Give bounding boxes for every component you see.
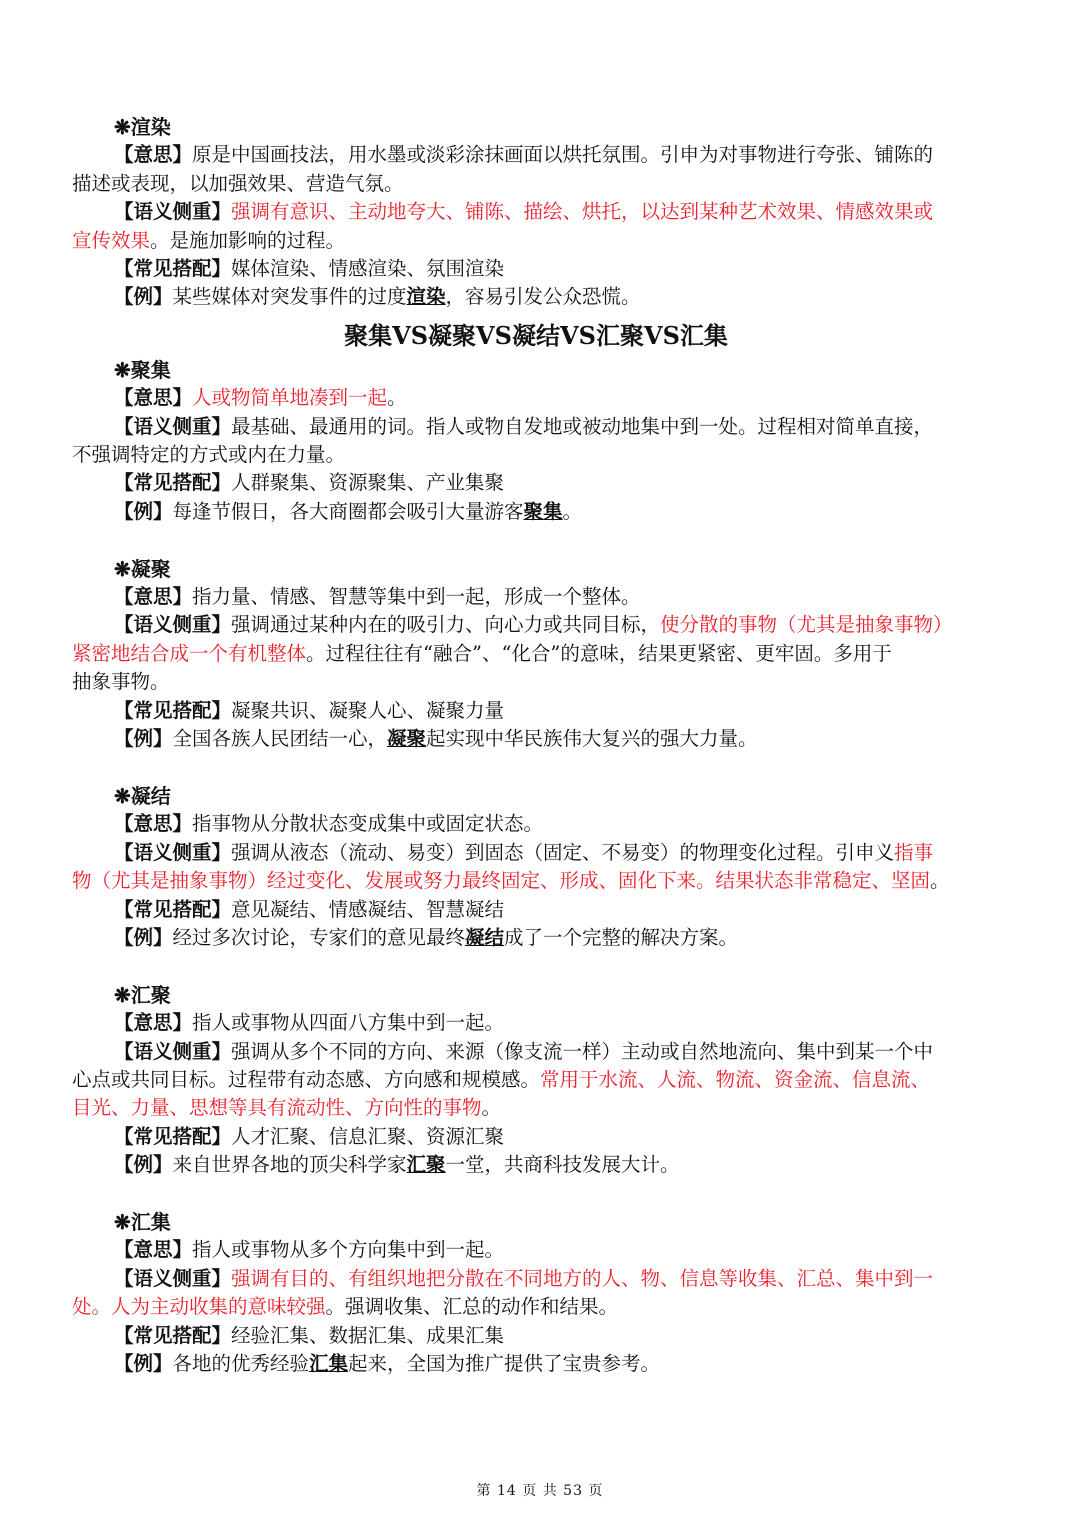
example-label: 【例】 [114, 925, 173, 949]
meaning-text: 指事物从分散状态变成集中或固定状态。 [192, 812, 544, 836]
collocation-line [72, 1322, 1000, 1350]
meaning-line [72, 384, 1000, 412]
emphasis-line-cont [72, 1293, 1000, 1321]
collocation-line [72, 1123, 1000, 1151]
emphasis-label: 【语义侧重】 [114, 840, 232, 864]
collocation-text: 人群聚集、资源聚集、产业集聚 [231, 471, 505, 495]
example-keyword: 汇集 [309, 1352, 349, 1375]
collocation-label: 【常见搭配】 [114, 698, 232, 722]
emphasis-line-cont [72, 1066, 1000, 1094]
emphasis-label: 【语义侧重】 [114, 200, 232, 224]
example-label: 【例】 [114, 285, 173, 309]
emphasis-text: 强调从液态（流动、易变）到固态（固定、不易变）的物理变化过程。引申义 [231, 840, 895, 864]
page-number-footer: 第 14 页 共 53 页 [476, 1483, 604, 1499]
emphasis-red-text: 物（尤其是抽象事物）经过变化、发展或努力最终固定、形成、固化下来。结果状态非常稳定、坚固 [72, 869, 931, 893]
emphasis-label: 【语义侧重】 [114, 1039, 232, 1063]
meaning-label: 【意思】 [114, 585, 193, 609]
emphasis-text: 强调从多个不同的方向、来源（像支流一样）主动或自然地流向、集中到某一个中 [231, 1039, 934, 1063]
emphasis-label: 【语义侧重】 [114, 613, 232, 637]
example-text: 起实现中华民族伟大复兴的强大力量。 [426, 727, 758, 751]
example-label: 【例】 [114, 727, 173, 751]
collocation-line [72, 896, 1000, 924]
meaning-line [72, 583, 1000, 611]
meaning-label: 【意思】 [114, 143, 193, 167]
emphasis-red-text: 常用于水流、人流、物流、资金流、信息流、 [540, 1067, 931, 1091]
collocation-line [72, 255, 1000, 283]
collocation-label: 【常见搭配】 [114, 897, 232, 921]
spacer [72, 952, 1000, 980]
emphasis-line [72, 1265, 1000, 1293]
emphasis-red-text: 紧密地结合成一个有机整体 [72, 641, 307, 665]
example-keyword: 凝聚 [387, 727, 427, 751]
meaning-line [72, 1009, 1000, 1037]
collocation-label: 【常见搭配】 [114, 257, 232, 281]
emphasis-line [72, 1038, 1000, 1066]
example-text: 经过多次讨论，专家们的意见最终 [172, 925, 466, 949]
emphasis-line [72, 198, 1000, 226]
emphasis-line [72, 413, 1000, 441]
emphasis-line-cont: 不强调特定的方式或内在力量。 [72, 443, 346, 467]
example-text: ，容易引发公众恐慌。 [445, 285, 641, 309]
example-text: 来自世界各地的顶尖科学家 [172, 1153, 407, 1177]
emphasis-text: 。 [481, 1096, 502, 1120]
emphasis-line [72, 839, 1000, 867]
example-text: 起来，全国为推广提供了宝贵参考。 [348, 1352, 661, 1375]
section-title: 聚集VS凝聚VS凝结VS汇聚VS汇集 [344, 320, 728, 350]
emphasis-line-cont [72, 640, 1000, 668]
collocation-text: 凝聚共识、凝聚人心、凝聚力量 [231, 698, 505, 722]
collocation-text: 经验汇集、数据汇集、成果汇集 [231, 1323, 505, 1347]
term-heading-ningju: ❋凝聚 [114, 556, 171, 581]
emphasis-line [72, 611, 1000, 639]
emphasis-label: 【语义侧重】 [114, 414, 232, 438]
emphasis-red-text: 处。人为主动收集的意味较强 [72, 1295, 326, 1319]
collocation-label: 【常见搭配】 [114, 471, 232, 495]
example-text: 某些媒体对突发事件的过度 [172, 285, 407, 309]
emphasis-line-cont: 抽象事物。 [72, 670, 170, 694]
meaning-text: 指人或事物从四面八方集中到一起。 [192, 1011, 505, 1035]
example-label: 【例】 [114, 1352, 173, 1375]
collocation-text: 意见凝结、情感凝结、智慧凝结 [231, 897, 505, 921]
collocation-label: 【常见搭配】 [114, 1124, 232, 1148]
term-heading-juji: ❋聚集 [114, 357, 171, 382]
emphasis-text: 。过程往往有“融合”、“化合”的意味，结果更紧密、更牢固。多用于 [306, 641, 892, 665]
meaning-line [72, 810, 1000, 838]
term-heading-ningjie: ❋凝结 [114, 783, 171, 808]
example-line [72, 283, 1000, 311]
meaning-text: 原是中国画技法，用水墨或淡彩涂抹画面以烘托氛围。引申为对事物进行夸张、铺陈的 [192, 143, 934, 167]
term-heading-huiji: ❋汇集 [114, 1209, 171, 1234]
emphasis-text: 。强调收集、汇总的动作和结果。 [325, 1295, 619, 1319]
meaning-line [72, 1236, 1000, 1264]
emphasis-text: 。是施加影响的过程。 [150, 228, 346, 252]
example-label: 【例】 [114, 499, 173, 523]
example-keyword: 凝结 [465, 925, 505, 949]
meaning-label: 【意思】 [114, 812, 193, 836]
emphasis-line-cont [72, 1094, 1000, 1122]
collocation-label: 【常见搭配】 [114, 1323, 232, 1347]
spacer [72, 526, 1000, 554]
emphasis-text: 心点或共同目标。过程带有动态感、方向感和规模感。 [72, 1067, 541, 1091]
example-text: 一堂，共商科技发展大计。 [445, 1153, 680, 1177]
example-text: 全国各族人民团结一心， [172, 727, 388, 751]
example-line [72, 1151, 1000, 1179]
emphasis-line-cont [72, 867, 1000, 895]
emphasis-red-text: 强调有目的、有组织地把分散在不同地方的人、物、信息等收集、汇总、集中到一 [231, 1266, 934, 1290]
page-content [72, 113, 1000, 1378]
meaning-label: 【意思】 [114, 386, 193, 410]
example-line [72, 498, 1000, 526]
emphasis-red-text: 宣传效果 [72, 228, 151, 252]
example-keyword: 汇聚 [406, 1153, 446, 1177]
spacer [72, 754, 1000, 782]
meaning-line [72, 141, 1000, 169]
term-heading-huiju: ❋汇聚 [114, 982, 171, 1007]
meaning-label: 【意思】 [114, 1238, 193, 1262]
emphasis-red-text: 目光、力量、思想等具有流动性、方向性的事物 [72, 1096, 482, 1120]
example-line [72, 924, 1000, 952]
emphasis-text: 强调通过某种内在的吸引力、向心力或共同目标， [231, 613, 661, 637]
example-text: 各地的优秀经验 [172, 1352, 310, 1375]
emphasis-line-cont [72, 227, 1000, 255]
meaning-red-text: 人或物简单地凑到一起 [192, 386, 388, 410]
meaning-line-cont: 描述或表现，以加强效果、营造气氛。 [72, 171, 404, 195]
example-keyword: 聚集 [523, 499, 563, 523]
example-text: 。 [562, 499, 583, 523]
emphasis-label: 【语义侧重】 [114, 1266, 232, 1290]
collocation-line [72, 469, 1000, 497]
emphasis-red-text: 使分散的事物（尤其是抽象事物） [660, 613, 953, 637]
emphasis-text: 最基础、最通用的词。指人或物自发地或被动地集中到一处。过程相对简单直接， [231, 414, 934, 438]
meaning-label: 【意思】 [114, 1011, 193, 1035]
meaning-text: 。 [387, 386, 407, 410]
example-label: 【例】 [114, 1153, 173, 1177]
meaning-text: 指力量、情感、智慧等集中到一起，形成一个整体。 [192, 585, 641, 609]
example-keyword: 渲染 [406, 285, 446, 309]
emphasis-red-text: 指事 [894, 840, 934, 864]
term-heading-xuanran: ❋渲染 [114, 115, 171, 139]
example-text: 成了一个完整的解决方案。 [504, 925, 739, 949]
spacer [72, 1180, 1000, 1208]
example-line [72, 725, 1000, 753]
example-line [72, 1350, 1000, 1378]
emphasis-red-text: 强调有意识、主动地夸大、铺陈、描绘、烘托，以达到某种艺术效果、情感效果或 [231, 200, 934, 224]
collocation-text: 人才汇聚、信息汇聚、资源汇聚 [231, 1124, 505, 1148]
meaning-text: 指人或事物从多个方向集中到一起。 [192, 1238, 505, 1262]
collocation-text: 媒体渲染、情感渲染、氛围渲染 [231, 257, 505, 281]
collocation-line [72, 697, 1000, 725]
emphasis-text: 。 [930, 869, 950, 893]
example-text: 每逢节假日，各大商圈都会吸引大量游客 [172, 499, 524, 523]
